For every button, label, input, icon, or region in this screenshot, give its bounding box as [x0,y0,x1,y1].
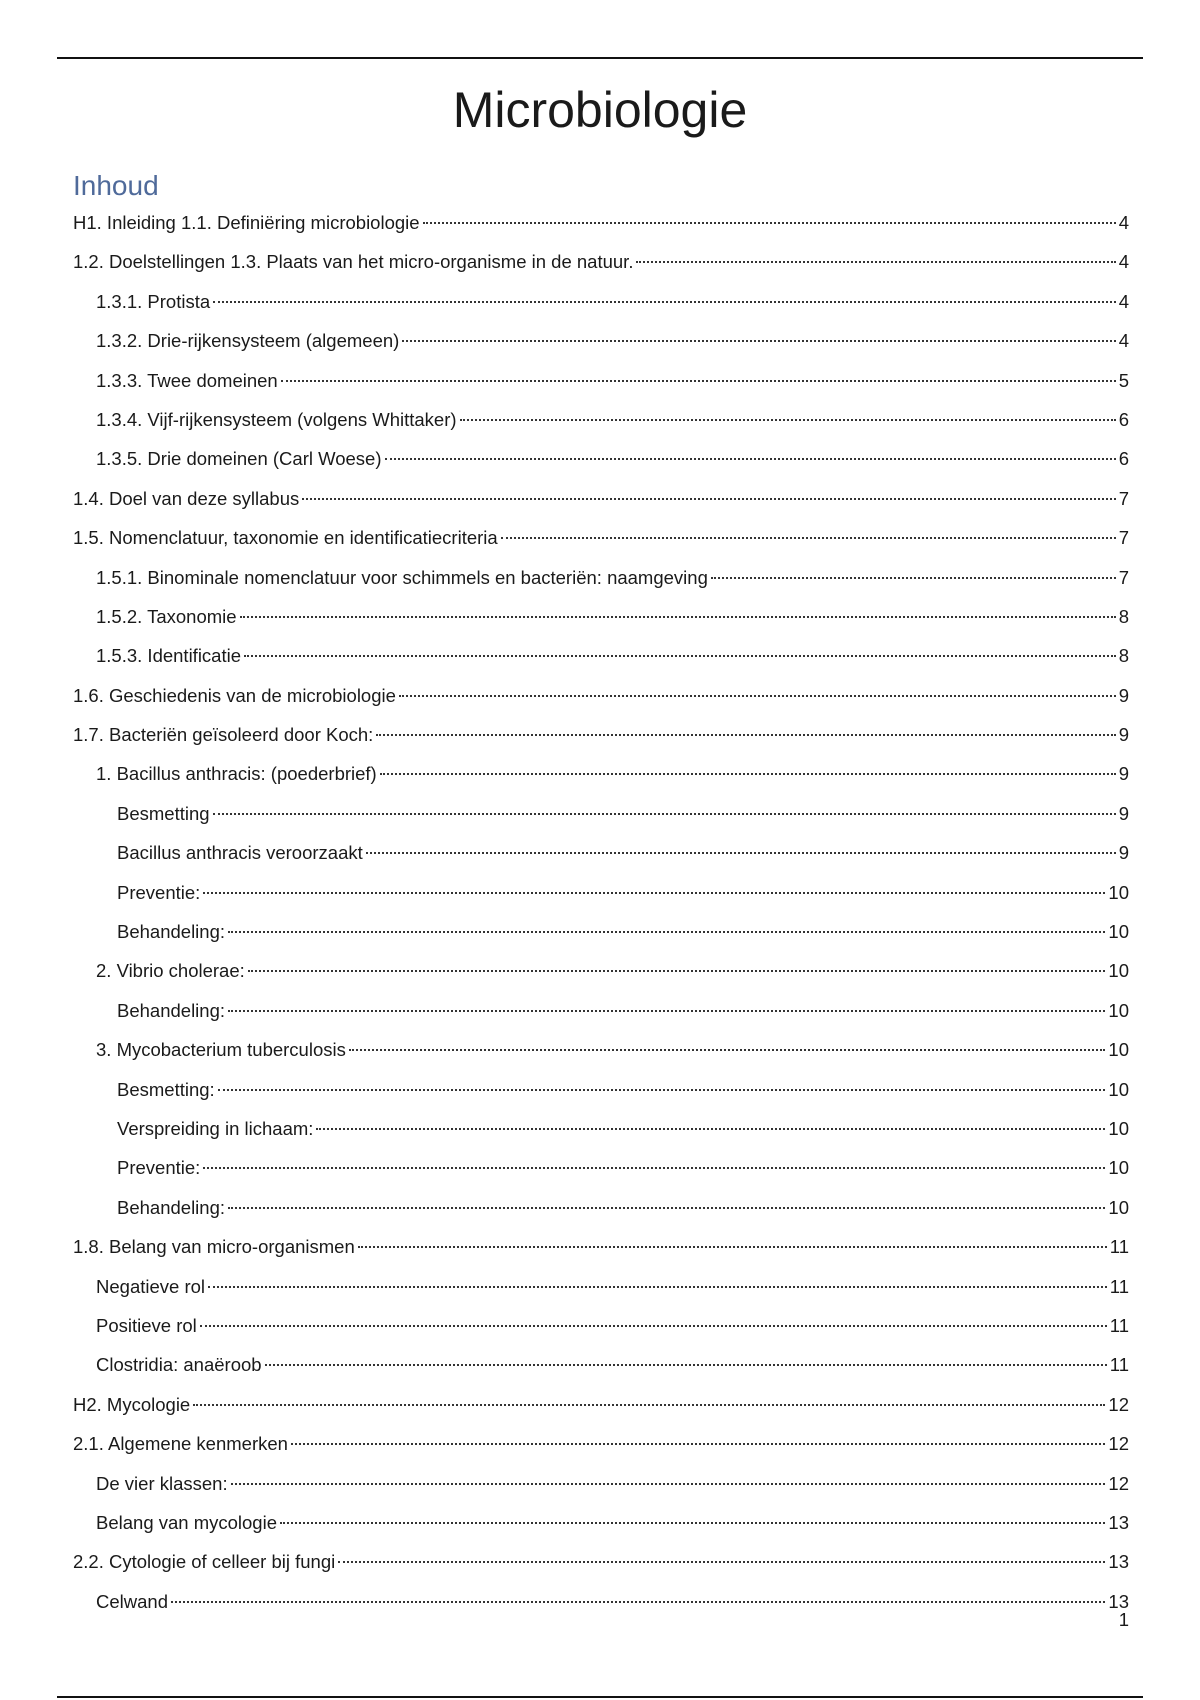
table-of-contents [73,208,1129,1626]
toc-entry[interactable] [73,838,1129,877]
toc-dot-leader [171,1601,1105,1603]
toc-entry-label: 1.5. Nomenclatuur, taxonomie en identificatiecriteria [73,527,498,549]
toc-dot-leader [218,1089,1106,1091]
toc-entry-page: 10 [1108,1157,1129,1179]
toc-entry-label: 2.2. Cytologie of celleer bij fungi [73,1551,336,1573]
toc-entry[interactable] [73,681,1129,720]
toc-entry-page: 8 [1118,605,1129,627]
toc-entry-label: Verspreiding in lichaam: [117,1117,314,1139]
toc-dot-leader [385,458,1116,460]
toc-entry[interactable] [73,641,1129,680]
toc-entry-page: 9 [1118,724,1129,746]
toc-entry-page: 9 [1118,802,1129,824]
toc-dot-leader [636,261,1115,263]
toc-entry-page: 13 [1108,1590,1129,1612]
toc-dot-leader [316,1128,1105,1130]
toc-entry-label: Preventie: [117,881,201,903]
toc-entry-label: Belang van mycologie [96,1511,277,1533]
page-number: 1 [1118,1609,1129,1630]
toc-entry-label: 1.2. Doelstellingen 1.3. Plaats van het micro-organisme in de natuur. [73,251,634,273]
toc-entry[interactable] [73,1035,1129,1074]
toc-entry-label: 1.3.1. Protista [96,290,211,312]
toc-entry-label: Negatieve rol [96,1275,206,1297]
toc-dot-leader [200,1325,1107,1327]
toc-entry-label: Behandeling: [117,921,226,943]
toc-entry-label: H2. Mycologie [73,1393,191,1415]
toc-entry[interactable] [73,1547,1129,1586]
toc-entry[interactable] [73,1193,1129,1232]
toc-entry-label: Behandeling: [117,1196,226,1218]
toc-entry-label: 1.5.1. Binominale nomenclatuur voor schimmels en bacteriën: naamgeving [96,566,708,588]
toc-entry[interactable] [73,1272,1129,1311]
toc-entry-label: 1.7. Bacteriën geïsoleerd door Koch: [73,724,374,746]
toc-entry-page: 11 [1109,1236,1129,1258]
toc-entry-page: 12 [1108,1472,1129,1494]
toc-dot-leader [213,301,1116,303]
toc-entry[interactable] [73,602,1129,641]
toc-entry[interactable] [73,405,1129,444]
toc-entry-label: 1.4. Doel van deze syllabus [73,487,300,509]
toc-entry-page: 8 [1118,645,1129,667]
toc-entry[interactable] [73,1114,1129,1153]
toc-entry-page: 11 [1109,1314,1129,1336]
toc-entry-label: 1.3.2. Drie-rijkensysteem (algemeen) [96,330,400,352]
toc-entry-page: 10 [1108,1078,1129,1100]
toc-entry-label: Positieve rol [96,1314,197,1336]
toc-entry-page: 10 [1108,1117,1129,1139]
toc-entry-page: 10 [1108,881,1129,903]
toc-dot-leader [338,1561,1105,1563]
toc-entry-page: 11 [1109,1275,1129,1297]
toc-entry-page: 13 [1108,1511,1129,1533]
toc-entry-page: 10 [1108,921,1129,943]
toc-entry-label: 1.5.2. Taxonomie [96,605,237,627]
toc-entry[interactable] [73,1390,1129,1429]
toc-dot-leader [203,892,1105,894]
toc-entry-label: Clostridia: anaëroob [96,1354,262,1376]
toc-entry-label: 1.3.4. Vijf-rijkensysteem (volgens Whittaker) [96,408,457,430]
toc-dot-leader [228,931,1105,933]
toc-dot-leader [208,1286,1107,1288]
toc-entry[interactable] [73,1311,1129,1350]
toc-entry-label: Besmetting: [117,1078,215,1100]
toc-dot-leader [240,616,1116,618]
toc-entry-label: H1. Inleiding 1.1. Definiëring microbiologie [73,212,420,233]
toc-entry[interactable] [73,917,1129,956]
toc-entry-label: 1. Bacillus anthracis: (poederbrief) [96,763,377,785]
toc-entry[interactable] [73,720,1129,759]
toc-dot-leader [399,695,1116,697]
toc-dot-leader [228,1207,1105,1209]
toc-entry-page: 12 [1108,1433,1129,1455]
toc-entry-page: 11 [1109,1354,1129,1376]
toc-dot-leader [423,222,1116,224]
toc-dot-leader [402,340,1115,342]
toc-entry[interactable] [73,799,1129,838]
toc-dot-leader [302,498,1115,500]
toc-entry-page: 4 [1118,212,1129,233]
toc-entry-page: 5 [1118,369,1129,391]
toc-entry[interactable] [73,1508,1129,1547]
toc-entry-label: 1.5.3. Identificatie [96,645,242,667]
toc-entry-page: 7 [1118,487,1129,509]
toc-entry-page: 9 [1118,684,1129,706]
toc-dot-leader [501,537,1116,539]
toc-entry-page: 10 [1108,1039,1129,1061]
toc-dot-leader [380,773,1116,775]
toc-heading: Inhoud [73,170,159,201]
toc-dot-leader [248,970,1106,972]
toc-entry[interactable] [73,247,1129,286]
toc-dot-leader [280,1522,1105,1524]
toc-entry-page: 7 [1118,566,1129,588]
toc-entry-label: 1.6. Geschiedenis van de microbiologie [73,684,396,706]
toc-dot-leader [349,1049,1106,1051]
toc-entry-label: Preventie: [117,1157,201,1179]
toc-entry[interactable] [73,523,1129,562]
toc-entry-page: 9 [1118,763,1129,785]
toc-entry-page: 7 [1118,527,1129,549]
toc-entry[interactable] [73,484,1129,523]
toc-dot-leader [231,1483,1106,1485]
toc-entry[interactable] [73,444,1129,483]
toc-dot-leader [213,813,1116,815]
toc-dot-leader [281,380,1116,382]
document-title: Microbiologie [452,82,748,138]
toc-dot-leader [291,1443,1105,1445]
toc-dot-leader [366,852,1116,854]
toc-entry[interactable] [73,1587,1129,1626]
toc-dot-leader [203,1167,1105,1169]
toc-dot-leader [244,655,1116,657]
header-rule [57,57,1143,59]
toc-entry[interactable] [73,366,1129,405]
toc-dot-leader [376,734,1115,736]
toc-entry[interactable] [73,208,1129,247]
toc-dot-leader [711,577,1116,579]
toc-entry-label: Behandeling: [117,999,226,1021]
toc-entry[interactable] [73,956,1129,995]
toc-entry-page: 10 [1108,960,1129,982]
toc-entry-page: 4 [1118,251,1129,273]
toc-entry-label: 2. Vibrio cholerae: [96,960,245,982]
toc-entry[interactable] [73,1153,1129,1192]
toc-entry-label: 1.3.3. Twee domeinen [96,369,278,391]
toc-entry[interactable] [73,759,1129,798]
toc-entry[interactable] [73,1075,1129,1114]
toc-entry[interactable] [73,1350,1129,1389]
footer-rule [57,1696,1143,1698]
toc-entry-page: 6 [1118,448,1129,470]
toc-entry-page: 10 [1108,999,1129,1021]
toc-dot-leader [265,1364,1107,1366]
toc-entry-page: 12 [1108,1393,1129,1415]
toc-entry-label: 3. Mycobacterium tuberculosis [96,1039,346,1061]
toc-entry-page: 9 [1118,842,1129,864]
toc-entry-label: Celwand [96,1590,168,1612]
toc-dot-leader [460,419,1116,421]
toc-entry[interactable] [73,326,1129,365]
toc-entry-page: 10 [1108,1196,1129,1218]
toc-entry[interactable] [73,1429,1129,1468]
toc-entry-label: De vier klassen: [96,1472,228,1494]
toc-entry-label: 1.8. Belang van micro-organismen [73,1236,355,1258]
toc-entry-page: 4 [1118,330,1129,352]
toc-dot-leader [193,1404,1105,1406]
toc-entry[interactable] [73,1469,1129,1508]
toc-entry-page: 6 [1118,408,1129,430]
toc-entry[interactable] [73,287,1129,326]
toc-entry-label: 1.3.5. Drie domeinen (Carl Woese) [96,448,382,470]
toc-entry-page: 4 [1118,290,1129,312]
toc-entry-label: Bacillus anthracis veroorzaakt [117,842,363,864]
toc-entry-label: Besmetting [117,802,210,824]
toc-entry[interactable] [73,563,1129,602]
toc-entry[interactable] [73,1232,1129,1271]
toc-entry[interactable] [73,878,1129,917]
toc-entry-page: 13 [1108,1551,1129,1573]
toc-entry-label: 2.1. Algemene kenmerken [73,1433,288,1455]
toc-entry[interactable] [73,996,1129,1035]
toc-dot-leader [228,1010,1105,1012]
toc-dot-leader [358,1246,1107,1248]
